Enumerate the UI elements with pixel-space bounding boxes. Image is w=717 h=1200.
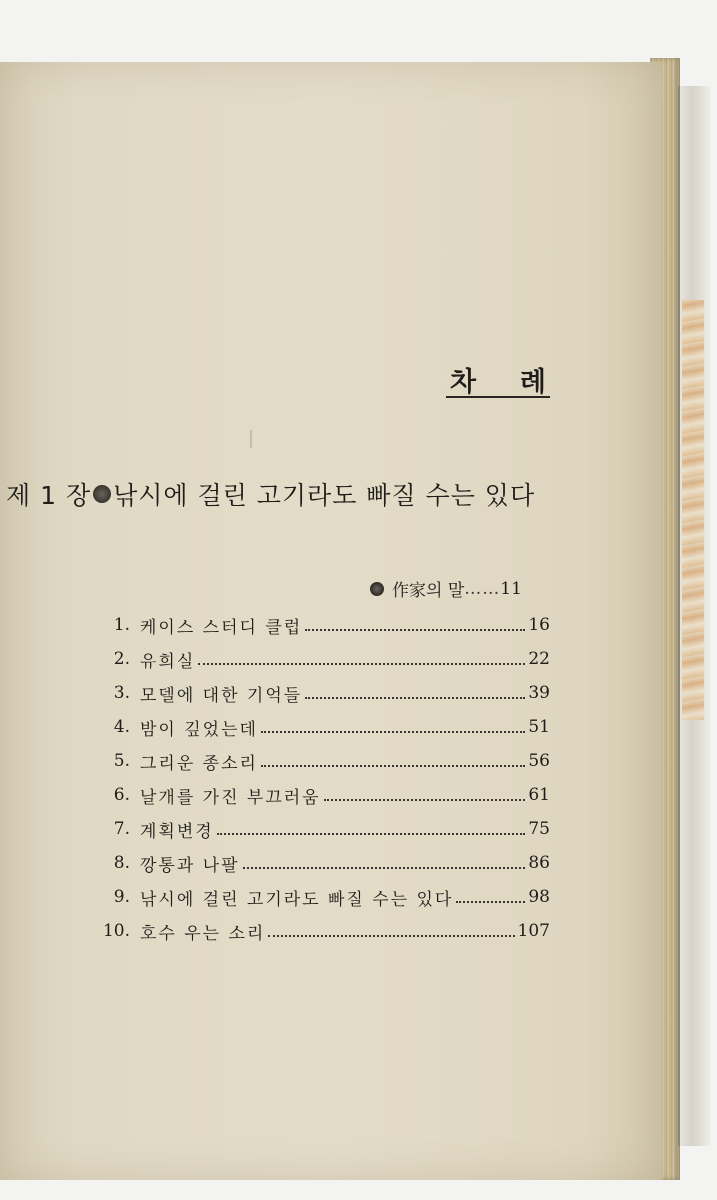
entry-page: 51	[528, 717, 550, 737]
entry-page: 75	[528, 819, 550, 839]
entry-page: 86	[528, 853, 550, 873]
entry-page: 98	[528, 887, 550, 907]
toc-list	[96, 608, 550, 948]
toc-entry	[96, 608, 550, 642]
entry-number: 3.	[113, 683, 130, 703]
dot-leader	[305, 620, 525, 631]
toc-entry	[96, 880, 550, 914]
preface-leader: ……	[464, 578, 501, 599]
dot-leader	[198, 654, 525, 665]
toc-entry	[96, 914, 550, 948]
entry-number: 2.	[113, 649, 130, 669]
entry-page: 16	[528, 615, 550, 635]
dot-leader	[217, 824, 526, 835]
page-mark	[250, 430, 252, 448]
dot-leader	[305, 688, 525, 699]
dot-leader	[268, 926, 514, 937]
entry-title: 그리운 종소리	[140, 753, 258, 774]
dot-leader	[324, 790, 526, 801]
dot-leader	[243, 858, 526, 869]
toc-entry	[96, 710, 550, 744]
dot-leader	[261, 722, 525, 733]
toc-entry	[96, 642, 550, 676]
entry-page: 107	[517, 921, 550, 941]
entry-title: 날개를 가진 부끄러움	[140, 787, 321, 808]
heading-char-1: 차	[450, 366, 477, 398]
dot-leader	[456, 892, 525, 903]
entry-page: 61	[528, 785, 550, 805]
entry-number: 7.	[113, 819, 130, 839]
entry-title: 모델에 대한 기억들	[140, 685, 303, 706]
toc-entry	[96, 778, 550, 812]
preface-label: 作家의 말	[392, 581, 465, 601]
entry-title: 유희실	[140, 651, 196, 672]
entry-number: 9.	[113, 887, 130, 907]
entry-number: 10.	[102, 921, 130, 941]
chapter-heading	[6, 476, 566, 512]
heading-char-2: 례	[519, 366, 546, 398]
entry-page: 56	[528, 751, 550, 771]
dot-leader	[261, 756, 525, 767]
entry-number: 8.	[113, 853, 130, 873]
contents-heading	[446, 362, 550, 398]
entry-title: 밤이 깊었는데	[140, 719, 258, 740]
entry-title: 계획변경	[140, 821, 214, 842]
entry-number: 4.	[113, 717, 130, 737]
entry-page: 22	[528, 649, 550, 669]
entry-number: 5.	[113, 751, 130, 771]
bullet-dot-icon	[370, 582, 384, 596]
entry-title: 깡통과 나팔	[140, 855, 240, 876]
spine-stain	[682, 300, 704, 720]
preface-page: 11	[500, 578, 522, 599]
bullet-dot-icon	[93, 485, 111, 503]
entry-title: 케이스 스터디 클럽	[140, 617, 303, 638]
entry-page: 39	[528, 683, 550, 703]
entry-number: 6.	[113, 785, 130, 805]
entry-number: 1.	[113, 615, 130, 635]
preface-entry	[370, 576, 550, 601]
toc-entry	[96, 812, 550, 846]
chapter-title: 낚시에 걸린 고기라도 빠질 수는 있다	[113, 481, 536, 510]
toc-entry	[96, 744, 550, 778]
toc-entry	[96, 846, 550, 880]
toc-entry	[96, 676, 550, 710]
entry-title: 낚시에 걸린 고기라도 빠질 수는 있다	[140, 889, 454, 910]
entry-title: 호수 우는 소리	[140, 923, 266, 944]
chapter-prefix: 제 1 장	[6, 481, 92, 510]
